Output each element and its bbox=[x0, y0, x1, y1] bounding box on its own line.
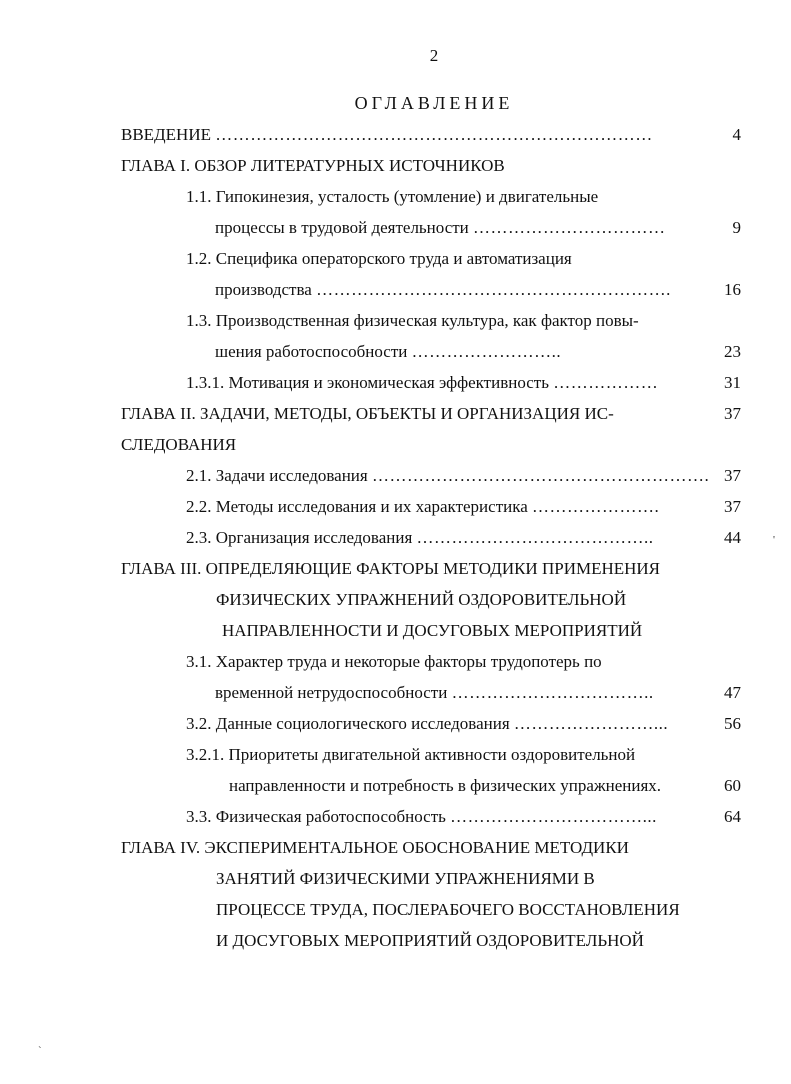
toc-entry-chapter-4-line-3: ПРОЦЕССЕ ТРУДА, ПОСЛЕРАБОЧЕГО ВОССТАНОВЛЕНИЯ bbox=[216, 900, 680, 919]
toc-entry-3-2 bbox=[186, 713, 668, 735]
page-ref: 23 bbox=[724, 342, 741, 361]
page-ref: 37 bbox=[724, 497, 741, 516]
toc-entry-3-1-continued bbox=[215, 682, 654, 704]
toc-entry-1-3: 1.3. Производственная физическая культура, как фактор повы- bbox=[186, 311, 639, 330]
entry-title: производства bbox=[215, 280, 312, 299]
entry-title: временной нетрудоспособности bbox=[215, 683, 448, 702]
toc-entry-chapter-4: ГЛАВА IV. ЭКСПЕРИМЕНТАЛЬНОЕ ОБОСНОВАНИЕ МЕТОДИКИ bbox=[121, 838, 629, 857]
toc-entry-chapter-2-continued: СЛЕДОВАНИЯ bbox=[121, 435, 237, 454]
leader-dots: ……………… bbox=[553, 373, 659, 392]
leader-dots: ……………………………... bbox=[450, 807, 657, 826]
leader-dots: ……………………………………………………. bbox=[316, 280, 671, 299]
toc-entry-2-1 bbox=[186, 465, 709, 487]
page-ref: 60 bbox=[724, 776, 741, 795]
entry-title: ВВЕДЕНИЕ bbox=[121, 125, 211, 144]
entry-title: процессы в трудовой деятельности bbox=[215, 218, 469, 237]
toc-entry-1-2: 1.2. Специфика операторского труда и автоматизация bbox=[186, 249, 572, 268]
toc-entry-introduction bbox=[121, 124, 653, 146]
table-of-contents-heading: ОГЛАВЛЕНИЕ bbox=[354, 93, 514, 113]
page-ref: 64 bbox=[724, 807, 741, 826]
page-number: 2 bbox=[429, 46, 439, 65]
toc-entry-chapter-1: ГЛАВА I. ОБЗОР ЛИТЕРАТУРНЫХ ИСТОЧНИКОВ bbox=[121, 156, 505, 175]
page-ref: 9 bbox=[732, 218, 741, 237]
leader-dots: …………………………….. bbox=[451, 683, 654, 702]
page-ref: 56 bbox=[724, 714, 741, 733]
toc-entry-1-1-continued bbox=[215, 217, 666, 239]
page-ref: 44 bbox=[724, 528, 741, 547]
page-ref: 4 bbox=[732, 125, 741, 144]
leader-dots: …………………. bbox=[532, 497, 660, 516]
leader-dots: …………………………… bbox=[473, 218, 666, 237]
entry-title: 2.1. Задачи исследования bbox=[186, 466, 368, 485]
toc-entry-3-2-1: 3.2.1. Приоритеты двигательной активности оздоровительной bbox=[186, 745, 636, 764]
leader-dots: ………………………………….. bbox=[416, 528, 654, 547]
leader-dots: ………………………………………………………………… bbox=[215, 125, 653, 144]
entry-title: 1.3.1. Мотивация и экономическая эффективность bbox=[186, 373, 549, 392]
page-ref: 37 bbox=[724, 404, 741, 423]
page-ref: 16 bbox=[724, 280, 741, 299]
toc-entry-chapter-2: ГЛАВА II. ЗАДАЧИ, МЕТОДЫ, ОБЪЕКТЫ И ОРГАНИЗАЦИЯ ИС- bbox=[121, 404, 614, 423]
scan-speck: ` bbox=[38, 1045, 42, 1057]
entry-title: 3.3. Физическая работоспособность bbox=[186, 807, 446, 826]
toc-entry-3-3 bbox=[186, 806, 657, 828]
entry-title: 2.2. Методы исследования и их характеристика bbox=[186, 497, 528, 516]
toc-entry-1-3-continued bbox=[215, 341, 561, 363]
toc-entry-chapter-3: ГЛАВА III. ОПРЕДЕЛЯЮЩИЕ ФАКТОРЫ МЕТОДИКИ ПРИМЕНЕНИЯ bbox=[121, 559, 661, 578]
toc-entry-2-3 bbox=[186, 527, 654, 549]
toc-entry-3-1: 3.1. Характер труда и некоторые факторы трудопотерь по bbox=[186, 652, 602, 671]
toc-entry-1-2-continued bbox=[215, 279, 671, 301]
toc-entry-chapter-4-line-2: ЗАНЯТИЙ ФИЗИЧЕСКИМИ УПРАЖНЕНИЯМИ В bbox=[216, 869, 595, 888]
page-ref: 47 bbox=[724, 683, 741, 702]
toc-entry-3-2-1-continued: направленности и потребность в физических упражнениях. bbox=[229, 776, 662, 795]
leader-dots: …………………………………………………. bbox=[371, 466, 710, 485]
scan-speck: ' bbox=[773, 534, 775, 546]
toc-entry-2-2 bbox=[186, 496, 659, 518]
toc-entry-chapter-3-line-2: ФИЗИЧЕСКИХ УПРАЖНЕНИЙ ОЗДОРОВИТЕЛЬНОЙ bbox=[216, 590, 627, 609]
entry-title: шения работоспособности bbox=[215, 342, 408, 361]
entry-title: 3.2. Данные социологического исследования bbox=[186, 714, 510, 733]
page-ref: 37 bbox=[724, 466, 741, 485]
toc-entry-1-3-1 bbox=[186, 372, 658, 394]
entry-title: 2.3. Организация исследования bbox=[186, 528, 413, 547]
page-ref: 31 bbox=[724, 373, 741, 392]
toc-entry-chapter-4-line-4: И ДОСУГОВЫХ МЕРОПРИЯТИЙ ОЗДОРОВИТЕЛЬНОЙ bbox=[216, 931, 644, 950]
leader-dots: ……………………... bbox=[513, 714, 669, 733]
leader-dots: …………………….. bbox=[411, 342, 562, 361]
toc-entry-chapter-3-line-3: НАПРАВЛЕННОСТИ И ДОСУГОВЫХ МЕРОПРИЯТИЙ bbox=[222, 621, 643, 640]
toc-entry-1-1: 1.1. Гипокинезия, усталость (утомление) и двигательные bbox=[186, 187, 599, 206]
